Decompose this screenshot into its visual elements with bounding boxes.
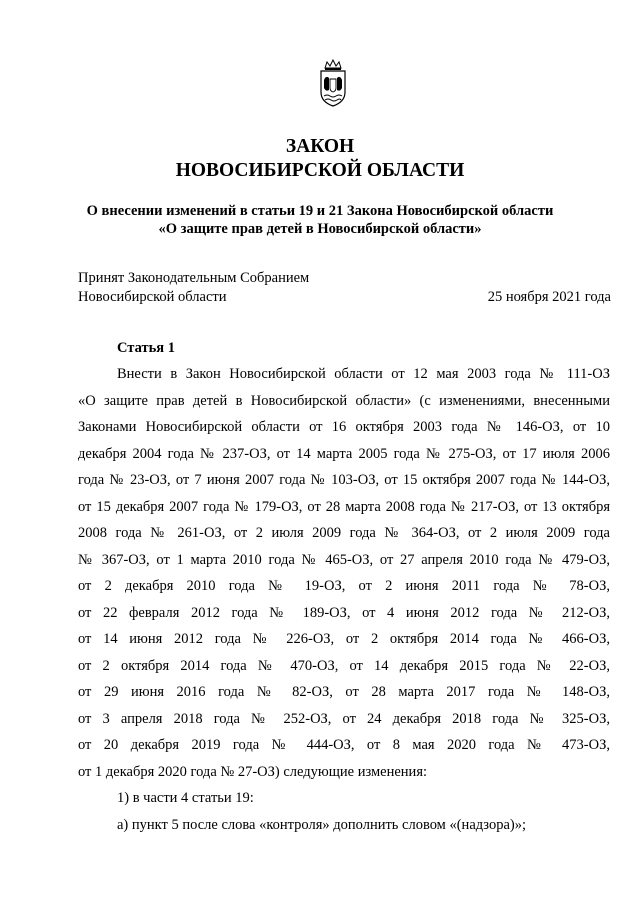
article-line: 2008 года № 261-ОЗ, от 2 июля 2009 года № 364-ОЗ, от 2 июля 2009 года	[78, 525, 610, 541]
law-subtitle-line2: «О защите прав детей в Новосибирской области»	[158, 221, 482, 237]
adoption-block	[78, 269, 309, 307]
article-line: от 1 декабря 2020 года № 27-ОЗ) следующие изменения:	[78, 763, 428, 780]
adoption-line1: Принят Законодательным Собранием	[78, 270, 310, 286]
article-heading: Статья 1	[117, 340, 175, 356]
article-line: от 2 декабря 2010 года № 19-ОЗ, от 2 июня 2011 года № 78-ОЗ,	[78, 578, 610, 594]
article-line: декабря 2004 года № 237-ОЗ, от 14 марта 2005 года № 275-ОЗ, от 17 июля 2006	[78, 445, 610, 462]
article-line: Законами Новосибирской области от 16 октября 2003 года № 146-ОЗ, от 10	[78, 419, 610, 435]
article-body	[78, 365, 610, 842]
article-line: от 3 апреля 2018 года № 252-ОЗ, от 24 декабря 2018 года № 325-ОЗ,	[78, 710, 610, 727]
law-title: ЗАКОН	[285, 136, 355, 157]
law-subtitle-line1: О внесении изменений в статьи 19 и 21 Закона Новосибирской области	[86, 203, 554, 219]
coat-of-arms-icon	[316, 58, 350, 108]
article-line: от 29 июня 2016 года № 82-ОЗ, от 28 марта 2017 года № 148-ОЗ,	[78, 684, 610, 700]
article-line: года № 23-ОЗ, от 7 июня 2007 года № 103-ОЗ, от 15 октября 2007 года № 144-ОЗ,	[78, 472, 610, 488]
article-item-1a: а) пункт 5 после слова «контроля» дополнить словом «(надзора)»;	[117, 816, 526, 833]
article-line: от 15 декабря 2007 года № 179-ОЗ, от 28 марта 2008 года № 217-ОЗ, от 13 октября	[78, 498, 610, 515]
article-line: от 22 февраля 2012 года № 189-ОЗ, от 4 июня 2012 года № 212-ОЗ,	[78, 604, 610, 621]
article-item-1: 1) в части 4 статьи 19:	[117, 790, 254, 806]
region-title: НОВОСИБИРСКОЙ ОБЛАСТИ	[175, 160, 465, 181]
article-line: Внести в Закон Новосибирской области от 12 мая 2003 года № 111-ОЗ	[117, 366, 610, 382]
article-line: «О защите прав детей в Новосибирской области» (с изменениями, внесенными	[78, 392, 610, 409]
article-line: от 14 июня 2012 года № 226-ОЗ, от 2 октября 2014 года № 466-ОЗ,	[78, 631, 610, 647]
adoption-date: 25 ноября 2021 года	[487, 289, 611, 305]
adoption-line2: Новосибирской области	[78, 289, 227, 305]
article-line: № 367-ОЗ, от 1 марта 2010 года № 465-ОЗ, от 27 апреля 2010 года № 479-ОЗ,	[78, 551, 610, 568]
article-line: от 20 декабря 2019 года № 444-ОЗ, от 8 мая 2020 года № 473-ОЗ,	[78, 737, 610, 753]
article-line: от 2 октября 2014 года № 470-ОЗ, от 14 декабря 2015 года № 22-ОЗ,	[78, 657, 610, 674]
